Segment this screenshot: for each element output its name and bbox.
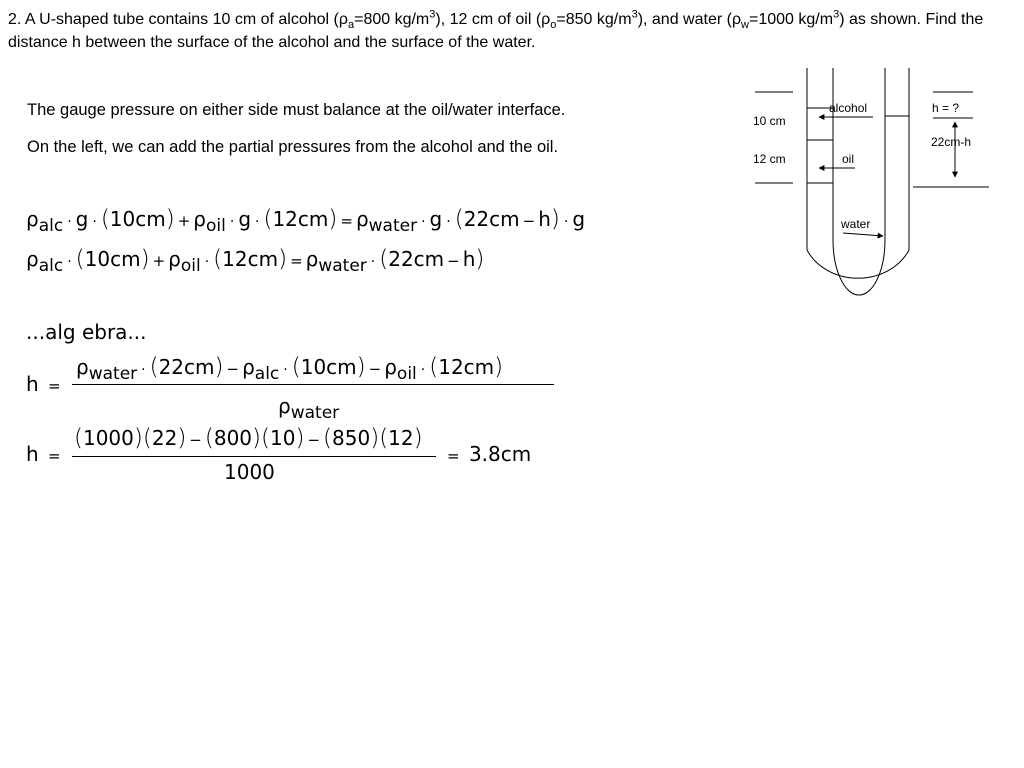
h-lhs: h = (26, 442, 61, 466)
explanation-line-2: On the left, we can add the partial pressures from the alcohol and the oil. (27, 138, 559, 156)
fraction-numerator: (1000)(22) − (800)(10) − (850)(12) (74, 425, 423, 451)
problem-statement (8, 8, 1013, 54)
problem-text: ), 12 cm of oil (ρ (435, 11, 551, 28)
explanation-line-1: The gauge pressure on either side must balance at the oil/water interface. (27, 101, 566, 119)
rho-o-subscript: o (550, 19, 557, 32)
dim-12cm-label: 12 cm (753, 152, 786, 166)
water-label: water (841, 217, 871, 231)
fraction-bar (72, 384, 554, 385)
u-tube-diagram (745, 60, 995, 305)
h-unknown-label: h = ? (932, 101, 960, 115)
oil-label: oil (842, 152, 855, 166)
alcohol-label: alcohol (829, 101, 868, 115)
problem-text: ) as shown. Find the distance h between the surface of the alcohol and the surface of the water. (8, 11, 984, 51)
cubed-superscript: 3 (631, 8, 638, 21)
tube-outer-wall (807, 68, 909, 278)
fluid-interfaces (807, 108, 909, 183)
fraction-denominator: 1000 (224, 460, 275, 484)
simplified-equation: $\rho_{alc} \cdot (10cm) + \rho_{oil} \cdot (12cm) = \rho_{water} \cdot (22cm - h)$ (26, 246, 485, 276)
rho-w-subscript: w (741, 19, 749, 32)
h-lhs: h = (26, 372, 61, 396)
dim-22cm-h-label: 22cm-h (931, 135, 972, 149)
problem-text: ), and water (ρ (637, 11, 742, 28)
fraction-numerator: $\rho_{water} \cdot (22cm) - \rho_{alc} \cdot (10cm) - \rho_{oil} \cdot (12cm)$ (76, 354, 504, 384)
dim-10cm-label: 10 cm (753, 114, 786, 128)
cubed-superscript: 3 (429, 8, 436, 21)
rho-a-subscript: a (347, 19, 355, 32)
result: = 3.8cm (447, 442, 532, 466)
algebra-label: ...alg ebra... (26, 320, 147, 344)
problem-text: =800 kg/m (354, 11, 430, 28)
fraction-bar (72, 456, 436, 457)
water-arrow (843, 233, 883, 236)
pressure-balance-equation: $\rho_{alc} \cdot g \cdot (10cm) + \rho_{oil} \cdot g \cdot (12cm) = \rho_{water} \cdot g \cdot (22cm - h) \cdot g$ (26, 206, 586, 236)
problem-text: 2. A U-shaped tube contains 10 cm of alcohol (ρ (8, 11, 348, 28)
problem-text: =1000 kg/m (749, 11, 834, 28)
fraction-denominator: $\rho_{water}$ (278, 394, 340, 423)
problem-text: =850 kg/m (556, 11, 632, 28)
cubed-superscript: 3 (833, 8, 840, 21)
